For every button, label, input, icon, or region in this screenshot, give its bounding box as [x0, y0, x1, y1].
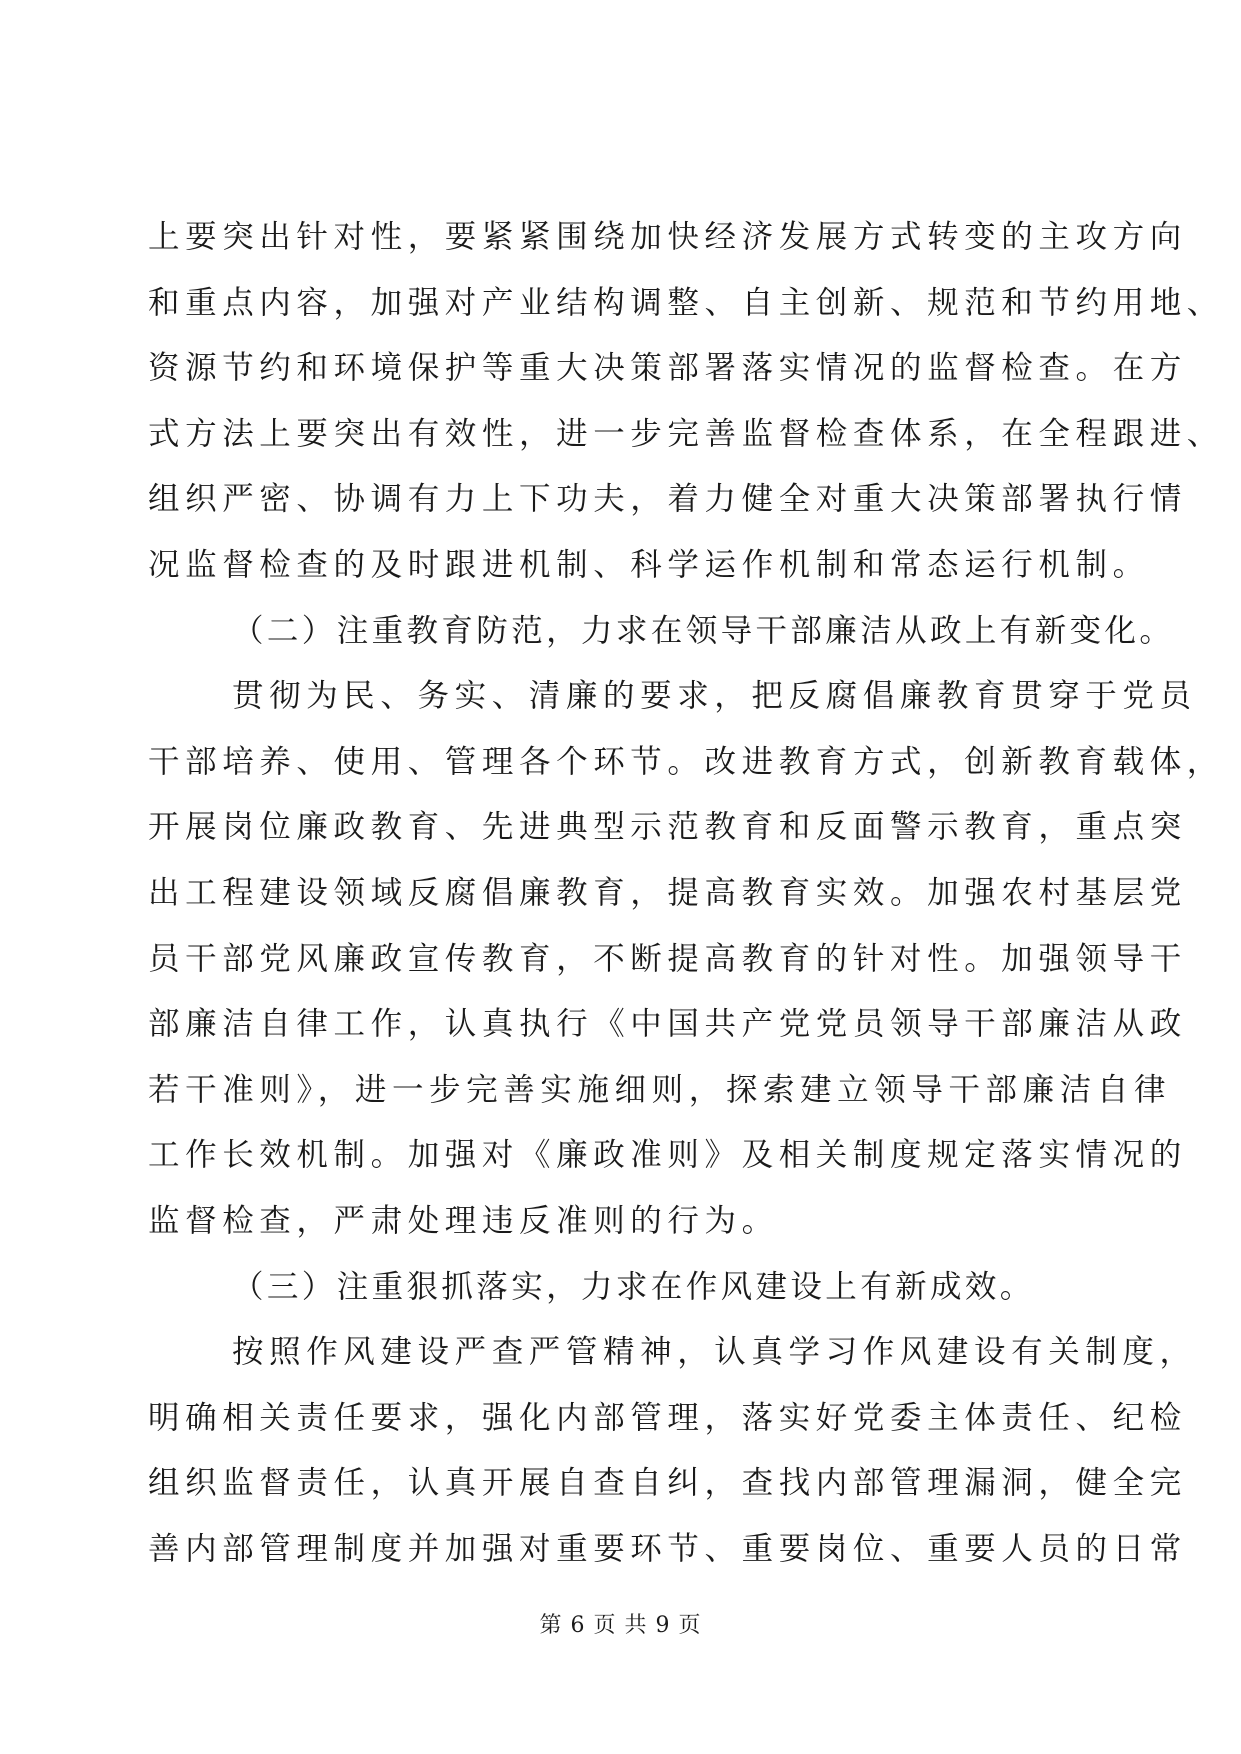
- text-line-20: 组织监督责任，认真开展自查自纠，查找内部管理漏洞，健全完: [148, 1465, 1187, 1502]
- text-line-3: 资源节约和环境保护等重大决策部署落实情况的监督检查。在方: [148, 350, 1187, 387]
- text-line-15: 工作长效机制。加强对《廉政准则》及相关制度规定落实情况的: [148, 1137, 1187, 1174]
- section-heading-3: （三）注重狠抓落实，力求在作风建设上有新成效。: [232, 1268, 1035, 1305]
- text-line-18: 按照作风建设严查严管精神，认真学习作风建设有关制度，: [232, 1334, 1197, 1371]
- section-heading-2: （二）注重教育防范，力求在领导干部廉洁从政上有新变化。: [232, 612, 1175, 649]
- text-line-6: 况监督检查的及时跟进机制、科学运作机制和常态运行机制。: [148, 546, 1150, 583]
- text-line-11: 出工程建设领域反腐倡廉教育，提高教育实效。加强农村基层党: [148, 874, 1187, 911]
- text-line-4: 式方法上要突出有效性，进一步完善监督检查体系，在全程跟进、: [148, 415, 1224, 452]
- document-body: [148, 205, 1224, 1582]
- text-line-2: 和重点内容，加强对产业结构调整、自主创新、规范和节约用地、: [148, 284, 1224, 321]
- text-line-13: 部廉洁自律工作，认真执行《中国共产党党员领导干部廉洁从政: [148, 1006, 1187, 1043]
- text-line-9: 干部培养、使用、管理各个环节。改进教育方式，创新教育载体，: [148, 743, 1224, 780]
- text-line-12: 员干部党风廉政宣传教育，不断提高教育的针对性。加强领导干: [148, 940, 1187, 977]
- text-line-19: 明确相关责任要求，强化内部管理，落实好党委主体责任、纪检: [148, 1399, 1187, 1436]
- text-line-5: 组织严密、协调有力上下功夫，着力健全对重大决策部署执行情: [148, 481, 1187, 518]
- text-line-8: 贯彻为民、务实、清廉的要求，把反腐倡廉教育贯穿于党员: [232, 678, 1197, 715]
- text-line-14: 若干准则》，进一步完善实施细则，探索建立领导干部廉洁自律: [148, 1071, 1172, 1108]
- text-line-16: 监督检查，严肃处理违反准则的行为。: [148, 1202, 779, 1239]
- text-line-1: 上要突出针对性，要紧紧围绕加快经济发展方式转变的主攻方向: [148, 219, 1187, 255]
- page-number-footer: 第 6 页 共 9 页: [539, 1613, 702, 1638]
- text-line-10: 开展岗位廉政教育、先进典型示范教育和反面警示教育，重点突: [148, 809, 1187, 846]
- text-line-21: 善内部管理制度并加强对重要环节、重要岗位、重要人员的日常: [148, 1530, 1187, 1567]
